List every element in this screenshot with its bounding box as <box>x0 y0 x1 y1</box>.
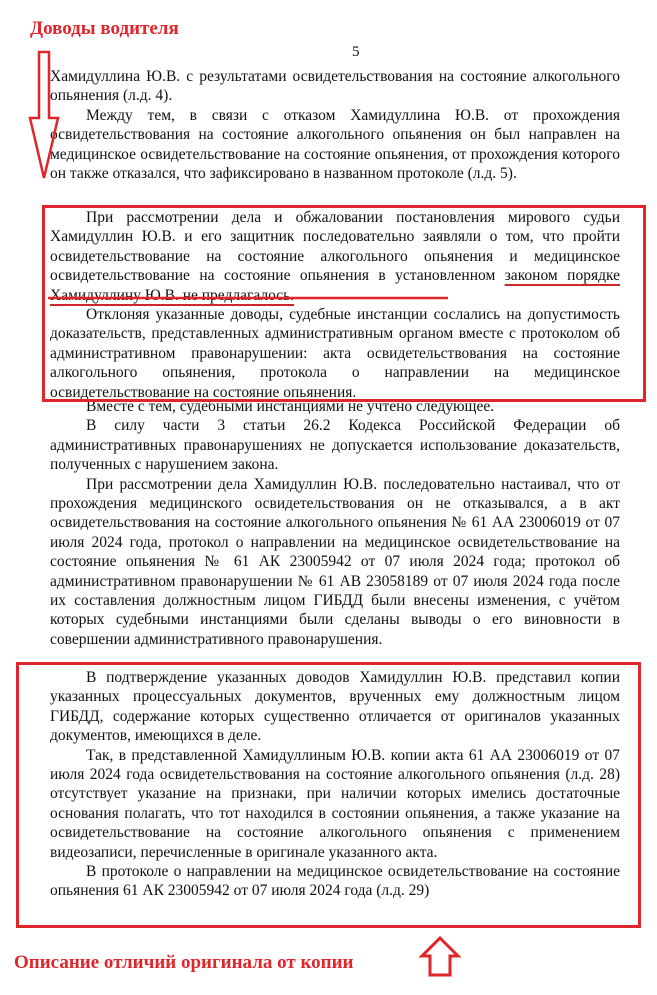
paragraph: Так, в представленной Хамидуллиным Ю.В. копии акта 61 АА 23006019 от 07 июля 2024 года освидетельствования на состояние алкогольного опьянения (л.д. 28) отсутствует указание на признаки, при наличии которых имелись достаточные основания полагать, что тот находился в состоянии опьянения, а также указание на освидетельствование на состояние алкогольного опьянения с применением видеозаписи, перечисленные в оригинале указанного акта. <box>50 746 620 861</box>
arrow-up-outline-icon <box>422 938 458 975</box>
paragraph: Между тем, в связи с отказом Хамидуллина Ю.В. от прохождения освидетельствования на состояние алкогольного опьянения он был направлен на медицинское освидетельствование на состояние опьянения, от прохождения которого он также отказался, что зафиксировано в названном протоколе (л.д. 5). <box>50 106 620 183</box>
paragraph: Отклоняя указанные доводы, судебные инстанции сослались на допустимость доказательств, представленных административным органом вместе с протоколом об административном правонарушении: акта освидетельствования на состояние алкогольного опьянения, протокола о направлении на медицинское освидетельствование на состояние опьянения. <box>50 306 620 401</box>
annotation-bottom-label: Описание отличий оригинала от копии <box>14 952 354 973</box>
paragraph: В силу части 3 статьи 26.2 Кодекса Российской Федерации об административных правонарушениях не допускается использование доказательств, полученных с нарушением закона. <box>50 417 620 474</box>
paragraph: Хамидуллина Ю.В. с результатами освидетельствования на состояние алкогольного опьянения (л.д. 4). <box>50 68 620 105</box>
paragraph: В подтверждение указанных доводов Хамидуллин Ю.В. представил копии указанных процессуальных документов, врученных ему должностным лицом ГИБДД, содержание которых существенно отличается от оригиналов указанных документов, имеющихся в деле. <box>50 669 620 745</box>
paragraph: В протоколе о направлении на медицинское освидетельствование на состояние опьянения 61 АК 23005942 от 07 июля 2024 года (л.д. 29) <box>50 863 620 900</box>
annotation-top-label: Доводы водителя <box>30 18 179 39</box>
arrow-down-outline-icon <box>30 52 58 178</box>
underlined-text: законом порядке Хамидуллину Ю.В. не предлагалось. <box>50 267 620 304</box>
paragraph: Вместе с тем, судебными инстанциями не учтено следующее. <box>86 398 495 415</box>
paragraph: При рассмотрении дела Хамидуллин Ю.В. последовательно настаивал, что от прохождения медицинского освидетельствования он не отказывался, а в акт освидетельствования на состояние алкогольного опьянения № 61 АА 23006019 от 07 июля 2024 года, протокол о направлении на медицинское освидетельствование на состояние опьянения № 61 АК 23005942 от 07 июля 2024 года; протокол об административном правонарушении № 61 АВ 23058189 от 07 июля 2024 года после их составления должностным лицом ГИБДД были внесены изменения, с учётом которых судебными инстанциями были сделаны выводы о его виновности в совершении административного правонарушения. <box>50 475 620 648</box>
page-number: 5 <box>352 44 360 60</box>
paragraph-text: При рассмотрении дела и обжаловании постановления мирового судьи Хамидуллин Ю.В. и его защитник последовательно заявляли о том, что пройти освидетельствование на состояние алкогольного опьянения и медицинское освидетельствование на состояние опьянения в установленном <box>50 209 620 285</box>
